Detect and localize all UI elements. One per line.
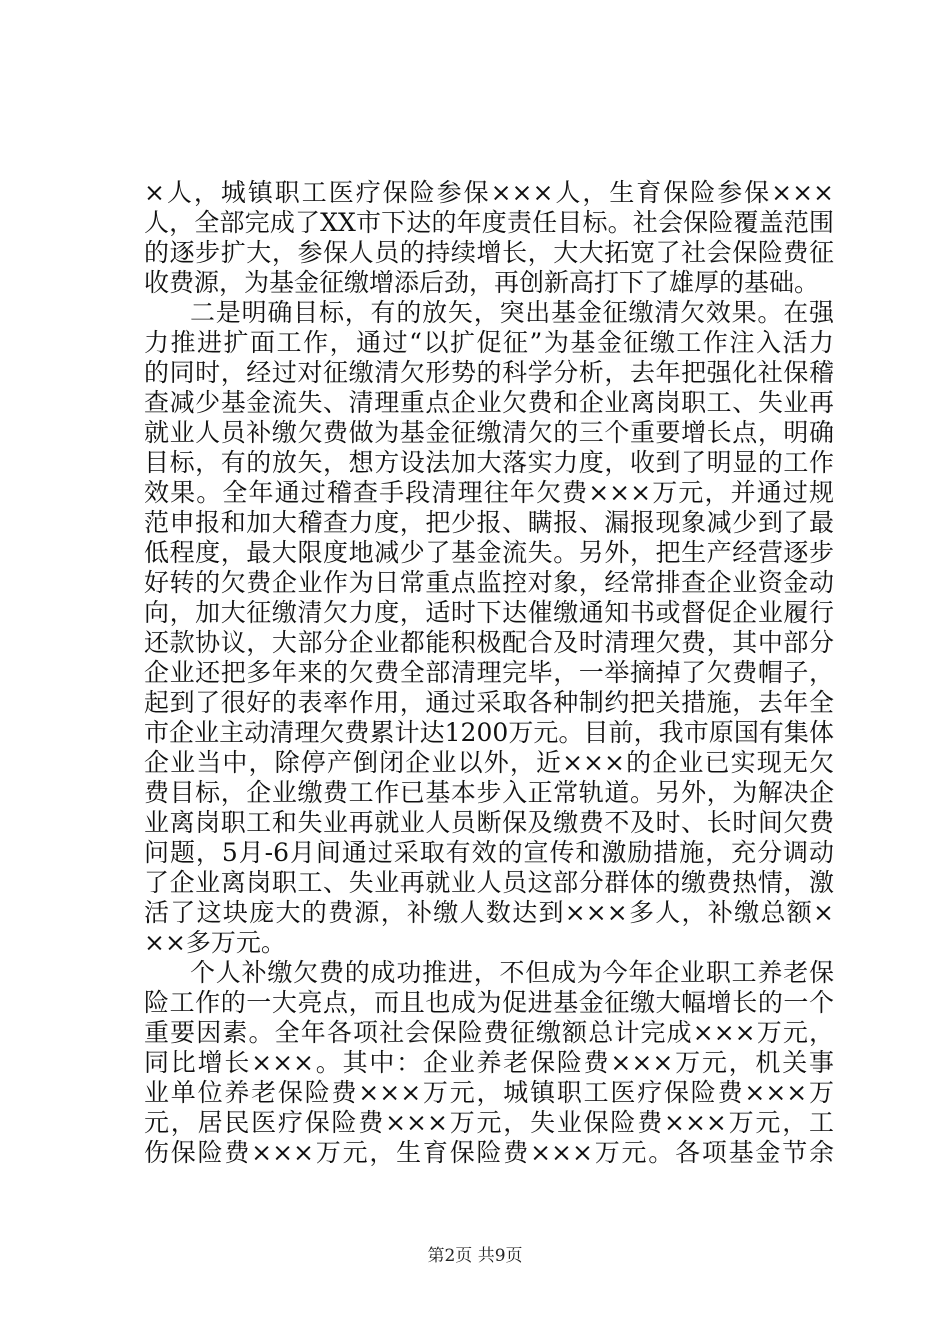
text-line: 向，加大征缴清欠力度，适时下达催缴通知书或督促企业履行 [144,598,834,627]
text-line: 范申报和加大稽查力度，把少报、瞒报、漏报现象减少到了最 [144,508,834,537]
text-line: 的同时，经过对征缴清欠形势的科学分析，去年把强化社保稽 [144,358,834,387]
text-line: 重要因素。全年各项社会保险费征缴额总计完成×××万元， [144,1018,834,1047]
text-line: 低程度，最大限度地减少了基金流失。另外，把生产经营逐步 [144,538,834,567]
text-line: 了企业离岗职工、失业再就业人员这部分群体的缴费热情，激 [144,868,834,897]
paragraph-first-line: 个人补缴欠费的成功推进，不但成为今年企业职工养老保 [190,958,834,987]
text-line: 企业当中，除停产倒闭企业以外，近×××的企业已实现无欠 [144,748,834,777]
text-line: 查减少基金流失、清理重点企业欠费和企业离岗职工、失业再 [144,388,834,417]
text-line: 起到了很好的表率作用，通过采取各种制约把关措施，去年全 [144,688,834,717]
text-line: 同比增长×××。其中：企业养老保险费×××万元，机关事 [144,1048,834,1077]
text-line: 人，全部完成了XX市下达的年度责任目标。社会保险覆盖范围 [144,208,834,237]
text-line: 企业还把多年来的欠费全部清理完毕，一举摘掉了欠费帽子， [144,658,834,687]
page-number-footer: 第2页 共9页 [427,1246,523,1266]
text-line: 费目标，企业缴费工作已基本步入正常轨道。另外，为解决企 [144,778,834,807]
text-line: 业单位养老保险费×××万元，城镇职工医疗保险费×××万 [144,1078,834,1107]
text-line: 的逐步扩大，参保人员的持续增长，大大拓宽了社会保险费征 [144,238,834,267]
paragraph-first-line: 二是明确目标，有的放矢，突出基金征缴清欠效果。在强 [190,298,834,327]
text-line: ××多万元。 [144,928,286,957]
text-line: ×人，城镇职工医疗保险参保×××人，生育保险参保××× [144,178,834,207]
text-line: 业离岗职工和失业再就业人员断保及缴费不及时、长时间欠费 [144,808,834,837]
text-line: 伤保险费×××万元，生育保险费×××万元。各项基金节余 [144,1138,834,1167]
text-line: 目标，有的放矢，想方设法加大落实力度，收到了明显的工作 [144,448,834,477]
text-line: 收费源，为基金征缴增添后劲，再创新高打下了雄厚的基础。 [144,268,820,297]
text-line: 力推进扩面工作，通过“以扩促征”为基金征缴工作注入活力 [144,328,834,357]
text-line: 险工作的一大亮点，而且也成为促进基金征缴大幅增长的一个 [144,988,834,1017]
text-line: 就业人员补缴欠费做为基金征缴清欠的三个重要增长点，明确 [144,418,834,447]
text-line: 问题，5月-6月间通过采取有效的宣传和激励措施，充分调动 [144,838,834,867]
text-line: 活了这块庞大的费源，补缴人数达到×××多人，补缴总额× [144,898,834,927]
text-line: 元，居民医疗保险费×××万元，失业保险费×××万元，工 [144,1108,834,1137]
text-line: 还款协议，大部分企业都能积极配合及时清理欠费，其中部分 [144,628,834,657]
text-line: 好转的欠费企业作为日常重点监控对象，经常排查企业资金动 [144,568,834,597]
text-line: 市企业主动清理欠费累计达1200万元。目前，我市原国有集体 [144,718,834,747]
text-line: 效果。全年通过稽查手段清理往年欠费×××万元，并通过规 [144,478,834,507]
